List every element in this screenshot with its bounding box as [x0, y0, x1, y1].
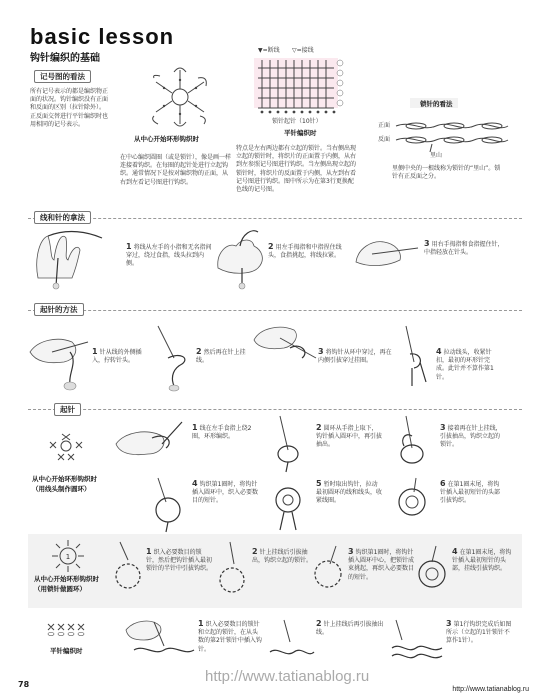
legend-cut: ▼=断线	[258, 47, 280, 54]
start-b-illustration-1	[110, 540, 146, 604]
start-c-step-3-text: 第1行钩织完成后如图所示（立起的1针锁针不算作1针）。	[446, 621, 512, 645]
start-a-step-3-num: 3	[440, 423, 446, 432]
start-a-step-6-text: 在第1圈末尾，将钩针插入最初短针的头部引拔钩织。	[440, 481, 501, 505]
start-a-step-5-num: 5	[316, 479, 322, 488]
flat-chart-diagram	[254, 58, 346, 118]
holding-step-2-num: 2	[268, 242, 274, 251]
start-a-step-3	[440, 424, 504, 450]
start-c-step-2-text: 针上挂线后再引拔抽出线。	[316, 621, 384, 637]
start-a-step-5-text: 暂时取出钩针，拉动最初圆环的线和线头，收紧线圈。	[316, 481, 383, 505]
start-b-step-1-num: 1	[146, 547, 152, 556]
start-a-illustration-2	[266, 414, 312, 474]
first-loop-illustration-2	[150, 322, 196, 392]
start-a-step-3-text: 接着再在针上挂线，引拔抽出，钩织立起的锁针。	[440, 425, 502, 449]
legend-join: ▽=接线	[292, 47, 314, 54]
start-b-step-2-text: 针上挂线后引拔抽出，钩织立起的锁针。	[252, 549, 313, 565]
start-b-step-4-num: 4	[452, 547, 458, 556]
start-a-illustration-6	[390, 476, 436, 532]
start-a-step-2	[316, 424, 382, 450]
holding-step-2-text: 用左手拇指和中指捏住线头，食指挑起，将线拉紧。	[268, 244, 342, 260]
page-number: 78	[18, 680, 30, 689]
chain-diagram	[392, 118, 512, 154]
first-loop-illustration-4	[396, 322, 436, 392]
start-c-step-1-text: 织入必要数目的锁针和立起的锁针，在从头数的第2针锁针中插入钩针。	[198, 621, 262, 653]
first-loop-step-3-num: 3	[318, 347, 324, 356]
chain-mountain-label: 里山	[430, 152, 443, 159]
hand-yarn-illustration-2	[212, 228, 272, 290]
first-loop-step-2-num: 2	[196, 347, 202, 356]
start-b-step-1	[146, 548, 212, 574]
section-label-first-loop: 起针的方法	[34, 303, 84, 316]
start-a-step-5	[316, 480, 382, 506]
start-b-step-4	[452, 548, 516, 574]
start-b-illustration-4	[414, 544, 450, 604]
start-a-illustration-3	[386, 414, 436, 474]
flat-caption: 平针编织时	[284, 129, 317, 137]
start-a-step-4	[192, 480, 260, 506]
page-subtitle: 钩针编织的基础	[30, 53, 100, 64]
start-c-illustration-3	[388, 618, 446, 666]
page-title: basic lesson	[30, 24, 175, 49]
starting-caption-c: 平针编织时	[50, 647, 83, 655]
start-a-step-1	[192, 424, 262, 441]
start-c-step-3	[446, 620, 512, 646]
start-a-step-6	[440, 480, 504, 506]
first-loop-step-4-text: 拉动线头，收紧针扣，最初的环形针完成。此针并不算作第1针。	[436, 349, 494, 381]
start-c-step-2-num: 2	[316, 619, 322, 628]
chain-heading: 锁针的看法	[420, 100, 453, 108]
section-label-holding: 线和针的拿法	[34, 211, 91, 224]
start-b-step-4-text: 在第1圈末尾，将钩针插入最初短针的头部，挂线引拔钩织。	[452, 549, 512, 573]
start-a-step-1-num: 1	[192, 423, 198, 432]
flat-chain-symbol	[46, 622, 90, 636]
section-label-symbols: 记号图的看法	[34, 70, 91, 83]
start-a-illustration-4	[146, 476, 192, 532]
start-b-step-3-num: 3	[348, 547, 354, 556]
symbols-intro: 所有记号表示的都是编织物正面的状况。钩针编织没有正面和反面的区别（拉针除外）。正反面交替进行平针编织时也用相同的记号表示。	[30, 88, 109, 128]
first-loop-illustration-3	[250, 318, 320, 368]
hand-yarn-illustration-1	[28, 228, 108, 290]
start-b-step-2-num: 2	[252, 547, 258, 556]
first-loop-step-1	[92, 348, 152, 365]
ring-symbol-b	[50, 538, 86, 574]
first-loop-step-2-text: 然后再在针上挂线。	[196, 349, 246, 365]
ring-symbol-a	[44, 428, 88, 464]
holding-step-2	[268, 243, 348, 260]
holding-step-1-text: 将线从左手的小指和无名指间穿过，绕过食指，线头拉到内侧。	[126, 244, 212, 268]
round-text: 在中心编织圆圈（或是锁针），像是画一样连接着钩织。在每圈的起针处进行立起钩织。通常情况下是按对编织物的正面，从右到左看记号图进行钩织。	[120, 154, 232, 186]
starting-caption-a: 从中心开始环形钩织时（用线头制作圆环）	[32, 475, 97, 493]
first-loop-step-4	[436, 348, 498, 382]
footer-site-link[interactable]: http://www.tatianablog.ru	[452, 686, 529, 693]
first-loop-step-1-text: 针从线的外侧插入，拧转针头。	[92, 349, 142, 365]
start-a-step-1-text: 线在左手食指上绕2圈，环形编织。	[192, 425, 252, 441]
section-label-starting: 起针	[54, 403, 81, 416]
first-loop-step-4-num: 4	[436, 347, 442, 356]
holding-step-3	[424, 240, 504, 257]
flat-text: 特点是左右两边都有立起的锁针。当右侧出现立起的锁针时，将织片的正面置于内侧，从右到左参照记号图进行钩织。当左侧出现立起的锁针时，将织片的反面置于内侧，从左到右看记号图进行钩织。图中所示为在第3行更换配色线的记号图。	[236, 145, 357, 194]
start-c-illustration-1	[124, 616, 196, 664]
start-c-step-3-num: 3	[446, 619, 452, 628]
start-b-step-2	[252, 548, 314, 565]
start-b-illustration-2	[212, 540, 252, 604]
flat-chain-label: 锁针起针（10针）	[272, 118, 322, 125]
start-a-step-6-num: 6	[440, 479, 446, 488]
watermark-url: http://www.tatianablog.ru	[205, 668, 370, 685]
round-caption: 从中心开始环形钩织时	[134, 135, 199, 143]
start-b-step-3-text: 钩织第1圈时，将钩针插入圆环中心，把锁针成束挑起，再织入必要数目的短针。	[348, 549, 415, 581]
first-loop-illustration-1	[28, 322, 90, 392]
chain-front-label: 正面	[378, 122, 391, 129]
starting-caption-b: 从中心开始环形钩织时（用锁针做圆环）	[34, 575, 99, 593]
first-loop-step-3	[318, 348, 392, 365]
start-c-illustration-2	[268, 618, 314, 666]
holding-step-1	[126, 243, 212, 269]
start-a-step-4-num: 4	[192, 479, 198, 488]
holding-step-1-num: 1	[126, 242, 132, 251]
start-c-step-1-num: 1	[198, 619, 204, 628]
start-c-step-1	[198, 620, 262, 654]
start-a-step-2-num: 2	[316, 423, 322, 432]
start-a-step-4-text: 钩织第1圈时，将钩针插入圆环中，织入必要数目的短针。	[192, 481, 259, 505]
holding-step-3-num: 3	[424, 239, 430, 248]
hook-hold-illustration	[352, 232, 422, 272]
start-a-illustration-1	[112, 414, 188, 474]
holding-step-3-text: 用右手拇指和食指握住针，中指轻放在针头。	[424, 241, 504, 257]
first-loop-step-3-text: 将钩针从环中穿过，再在内侧引拔穿过挂圈。	[318, 349, 392, 365]
chain-text: 里侧中央的一根线称为锁针的“里山”。锁针有正反面之分。	[392, 165, 501, 181]
start-a-step-2-text: 圆环从手指上取下，钩针插入圆环中，再引拔抽出。	[316, 425, 383, 449]
first-loop-step-1-num: 1	[92, 347, 98, 356]
start-b-step-3	[348, 548, 414, 582]
first-loop-step-2	[196, 348, 250, 365]
round-motif-diagram	[140, 62, 220, 132]
svg-text:1: 1	[65, 553, 71, 561]
start-b-step-1-text: 织入必要数目的锁针，然后把钩针插入最初锁针的半针中引拔钩织。	[146, 549, 213, 573]
chain-back-label: 反面	[378, 136, 391, 143]
start-b-illustration-3	[310, 544, 346, 604]
start-c-step-2	[316, 620, 384, 637]
start-a-illustration-5	[266, 476, 312, 532]
